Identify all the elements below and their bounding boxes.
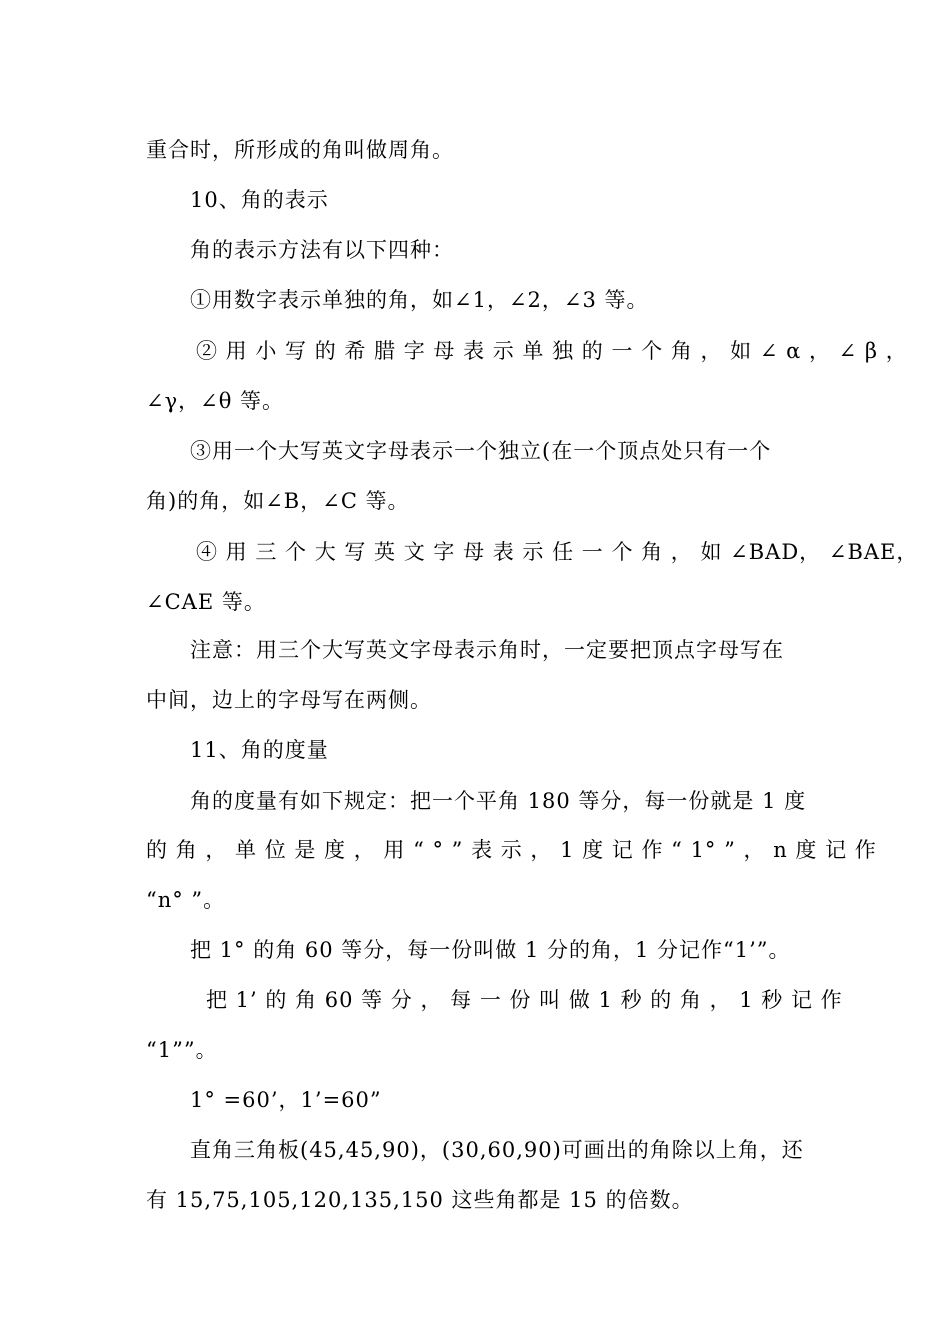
paragraph-line: 角的表示方法有以下四种： <box>190 238 454 262</box>
paragraph-line: 角的度量有如下规定：把一个平角 180 等分，每一份就是 1 度 <box>190 789 807 813</box>
paragraph-line: 的 角 ， 单 位 是 度 ， 用 “ ° ” 表 示 ， 1 度 记 作 “ 1° ” ， n 度 记 作 <box>146 838 877 862</box>
formula-line: 1° =60’，1’=60” <box>190 1088 382 1112</box>
list-item: ② 用 小 写 的 希 腊 字 母 表 示 单 独 的 一 个 角 ， 如 ∠ α ， ∠ β ， <box>196 339 908 363</box>
paragraph-line: 中间，边上的字母写在两侧。 <box>146 688 432 712</box>
list-item: ④ 用 三 个 大 写 英 文 字 母 表 示 任 一 个 角 ， 如 ∠BAD， ∠BAE， <box>196 540 919 564</box>
section-heading: 10、角的表示 <box>190 188 329 212</box>
section-heading: 11、角的度量 <box>190 738 329 762</box>
paragraph-line: 有 15,75,105,120,135,150 这些角都是 15 的倍数。 <box>146 1188 694 1212</box>
paragraph-line: 把 1’ 的 角 60 等 分 ， 每 一 份 叫 做 1 秒 的 角 ， 1 秒 记 作 <box>206 988 843 1012</box>
paragraph-line: 直角三角板(45,45,90)，(30,60,90)可画出的角除以上角，还 <box>190 1138 804 1162</box>
list-item: ①用数字表示单独的角，如∠1，∠2，∠3 等。 <box>190 288 649 312</box>
paragraph-line: 注意：用三个大写英文字母表示角时，一定要把顶点字母写在 <box>190 638 784 662</box>
paragraph-line: 把 1° 的角 60 等分，每一份叫做 1 分的角，1 分记作“1’”。 <box>190 938 791 962</box>
paragraph-line: 重合时，所形成的角叫做周角。 <box>146 138 454 162</box>
paragraph-line: “n° ”。 <box>146 888 226 912</box>
paragraph-line: 角)的角，如∠B，∠C 等。 <box>146 489 410 513</box>
paragraph-line: ∠CAE 等。 <box>146 590 266 614</box>
paragraph-line: ∠γ，∠θ 等。 <box>146 389 285 413</box>
paragraph-line: “1””。 <box>146 1038 218 1062</box>
list-item: ③用一个大写英文字母表示一个独立(在一个顶点处只有一个 <box>190 439 772 463</box>
